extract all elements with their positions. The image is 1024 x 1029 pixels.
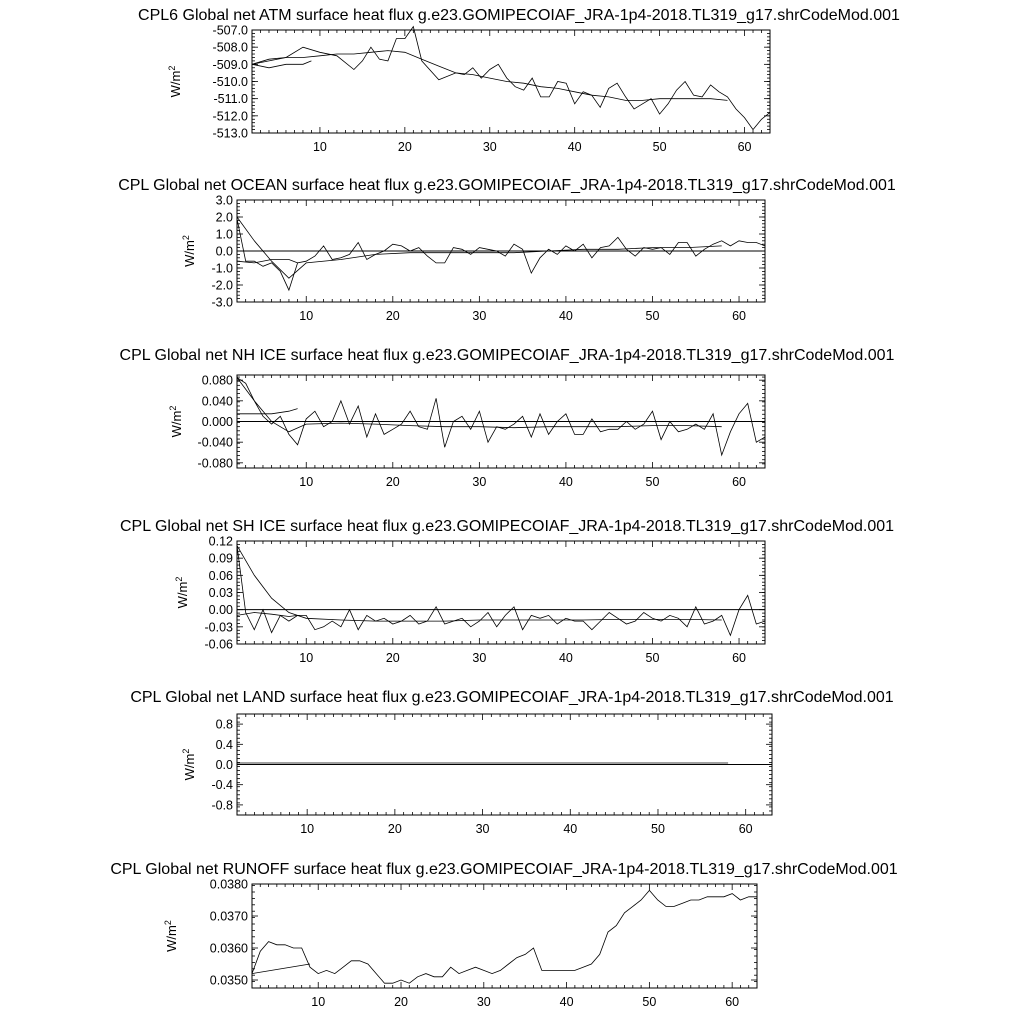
x-tick-label: 20 — [385, 651, 400, 665]
panel-1 — [138, 7, 900, 154]
y-axis-label-exponent: 2 — [168, 405, 178, 411]
panel-title: CPL Global net NH ICE surface heat flux g.e23.GOMIPECOIAF_JRA-1p4-2018.TL319_g17.shrCodeMod.001 — [119, 347, 895, 364]
series-line-2 — [252, 964, 310, 974]
x-tick-label: 10 — [299, 651, 314, 665]
y-tick-label: 0.0380 — [209, 877, 248, 892]
panel-6 — [110, 861, 897, 1009]
x-tick-label: 30 — [472, 309, 487, 323]
series-line-2 — [252, 51, 728, 101]
x-tick-label: 60 — [725, 995, 740, 1009]
x-tick-label: 30 — [476, 995, 491, 1009]
y-tick-label: -0.06 — [204, 637, 233, 652]
x-tick-label: 30 — [482, 140, 497, 154]
x-tick-label: 40 — [559, 995, 574, 1009]
x-tick-label: 50 — [651, 822, 665, 836]
x-tick-label: 30 — [472, 475, 487, 489]
plot-frame — [252, 30, 770, 133]
y-axis-label — [181, 235, 197, 267]
y-tick-label: 0.8 — [215, 717, 233, 732]
y-axis-label-unit: W/m — [182, 240, 197, 267]
panel-title: CPL Global net RUNOFF surface heat flux g.e23.GOMIPECOIAF_JRA-1p4-2018.TL319_g17.shrCodeMod.001 — [110, 861, 898, 878]
y-tick-label: -511.0 — [213, 92, 248, 107]
y-tick-label: 0.0 — [215, 244, 233, 259]
x-tick-label: 40 — [558, 651, 573, 665]
y-tick-label: 0.080 — [201, 373, 233, 388]
x-tick-label: 10 — [312, 140, 327, 154]
x-tick-label: 10 — [299, 475, 314, 489]
panel-title: CPL Global net SH ICE surface heat flux g.e23.GOMIPECOIAF_JRA-1p4-2018.TL319_g17.shrCodeMod.001 — [119, 518, 895, 535]
x-tick-label: 10 — [311, 995, 326, 1009]
x-tick-label: 50 — [642, 995, 657, 1009]
panel-3 — [120, 347, 895, 489]
x-tick-label: 30 — [475, 822, 490, 836]
panel-title: CPL Global net OCEAN surface heat flux g.e23.GOMIPECOIAF_JRA-1p4-2018.TL319_g17.shrCodeMod.001 — [118, 177, 896, 194]
y-tick-label: 3.0 — [215, 193, 233, 208]
y-axis-label — [167, 66, 183, 98]
y-axis-label — [168, 406, 184, 438]
y-tick-label: 0.0360 — [209, 941, 248, 956]
y-tick-label: -509.0 — [212, 57, 248, 72]
plot-frame — [237, 541, 765, 644]
x-tick-label: 40 — [558, 475, 573, 489]
x-tick-label: 40 — [563, 822, 578, 836]
x-tick-label: 50 — [645, 475, 660, 489]
plot-frame — [252, 884, 757, 988]
y-axis-label-exponent: 2 — [174, 576, 184, 582]
y-tick-label: -513.0 — [212, 126, 248, 141]
x-tick-label: 60 — [737, 140, 752, 154]
y-axis-label-unit: W/m — [164, 925, 179, 952]
y-tick-label: -0.080 — [197, 456, 233, 471]
y-tick-label: 0.4 — [215, 737, 233, 752]
y-tick-label: -508.0 — [212, 40, 248, 55]
x-tick-label: 60 — [738, 822, 753, 836]
x-tick-label: 20 — [385, 475, 400, 489]
x-tick-label: 10 — [300, 822, 315, 836]
panel-title: CPL6 Global net ATM surface heat flux g.e23.GOMIPECOIAF_JRA-1p4-2018.TL319_g17.shrCodeMod.001 — [138, 7, 900, 24]
series-line-1 — [237, 546, 765, 636]
y-tick-label: -512.0 — [212, 109, 248, 124]
x-tick-label: 20 — [394, 995, 408, 1009]
x-tick-label: 60 — [732, 475, 746, 489]
y-axis-label-unit: W/m — [182, 753, 197, 781]
series-line-1 — [237, 219, 765, 290]
y-axis-label-unit: W/m — [169, 410, 184, 438]
y-axis-label — [163, 920, 179, 952]
y-tick-label: 0.000 — [201, 415, 233, 429]
y-axis-label-unit: W/m — [168, 70, 183, 98]
y-tick-label: 1.0 — [215, 227, 233, 242]
x-tick-label: 20 — [387, 822, 402, 836]
y-tick-label: -3.0 — [211, 295, 233, 310]
y-axis-label-exponent: 2 — [181, 748, 191, 754]
series-line-3 — [237, 409, 298, 414]
x-tick-label: 40 — [558, 309, 573, 323]
y-tick-label: -2.0 — [211, 278, 233, 293]
y-axis-label-unit: W/m — [175, 581, 190, 609]
y-axis-label-exponent: 2 — [167, 65, 177, 71]
y-tick-label: -1.0 — [211, 261, 233, 276]
y-tick-label: -0.040 — [197, 435, 233, 450]
y-tick-label: 0.0350 — [209, 973, 248, 988]
series-line-1 — [252, 890, 757, 983]
x-tick-label: 60 — [732, 651, 746, 665]
x-tick-label: 50 — [652, 140, 667, 154]
y-tick-label: -510.0 — [212, 75, 248, 89]
y-tick-label: 0.03 — [208, 586, 233, 600]
y-tick-label: 2.0 — [215, 210, 233, 225]
panel-2 — [118, 177, 896, 323]
y-tick-label: 0.040 — [201, 394, 233, 409]
series-line-2 — [237, 378, 722, 432]
series-line-1 — [237, 378, 765, 456]
y-tick-label: 0.09 — [208, 551, 233, 566]
y-tick-label: -0.4 — [211, 778, 233, 793]
panel-title: CPL Global net LAND surface heat flux g.e23.GOMIPECOIAF_JRA-1p4-2018.TL319_g17.shrCodeMod.001 — [130, 689, 894, 706]
y-tick-label: 0.00 — [208, 603, 233, 618]
y-axis-label — [174, 577, 190, 609]
y-axis-label — [181, 749, 197, 781]
y-axis-label-exponent: 2 — [163, 920, 173, 926]
x-tick-label: 60 — [732, 309, 746, 323]
x-tick-label: 50 — [645, 309, 660, 323]
y-axis-label-exponent: 2 — [181, 235, 191, 241]
x-tick-label: 10 — [299, 309, 314, 323]
panel-4 — [120, 518, 894, 665]
x-tick-label: 50 — [645, 651, 660, 665]
x-tick-label: 20 — [385, 309, 400, 323]
x-tick-label: 40 — [567, 140, 582, 154]
y-tick-label: -507.0 — [212, 23, 248, 38]
y-tick-label: -0.8 — [211, 798, 233, 813]
y-tick-label: 0.06 — [208, 568, 233, 583]
x-tick-label: 30 — [472, 651, 487, 665]
panel-5 — [130, 689, 893, 836]
y-tick-label: 0.0 — [215, 758, 233, 772]
series-line-1 — [252, 27, 770, 130]
y-tick-label: 0.0370 — [209, 909, 248, 924]
y-tick-label: -0.03 — [204, 620, 233, 635]
x-tick-label: 20 — [397, 140, 412, 154]
y-tick-label: 0.12 — [208, 534, 233, 549]
